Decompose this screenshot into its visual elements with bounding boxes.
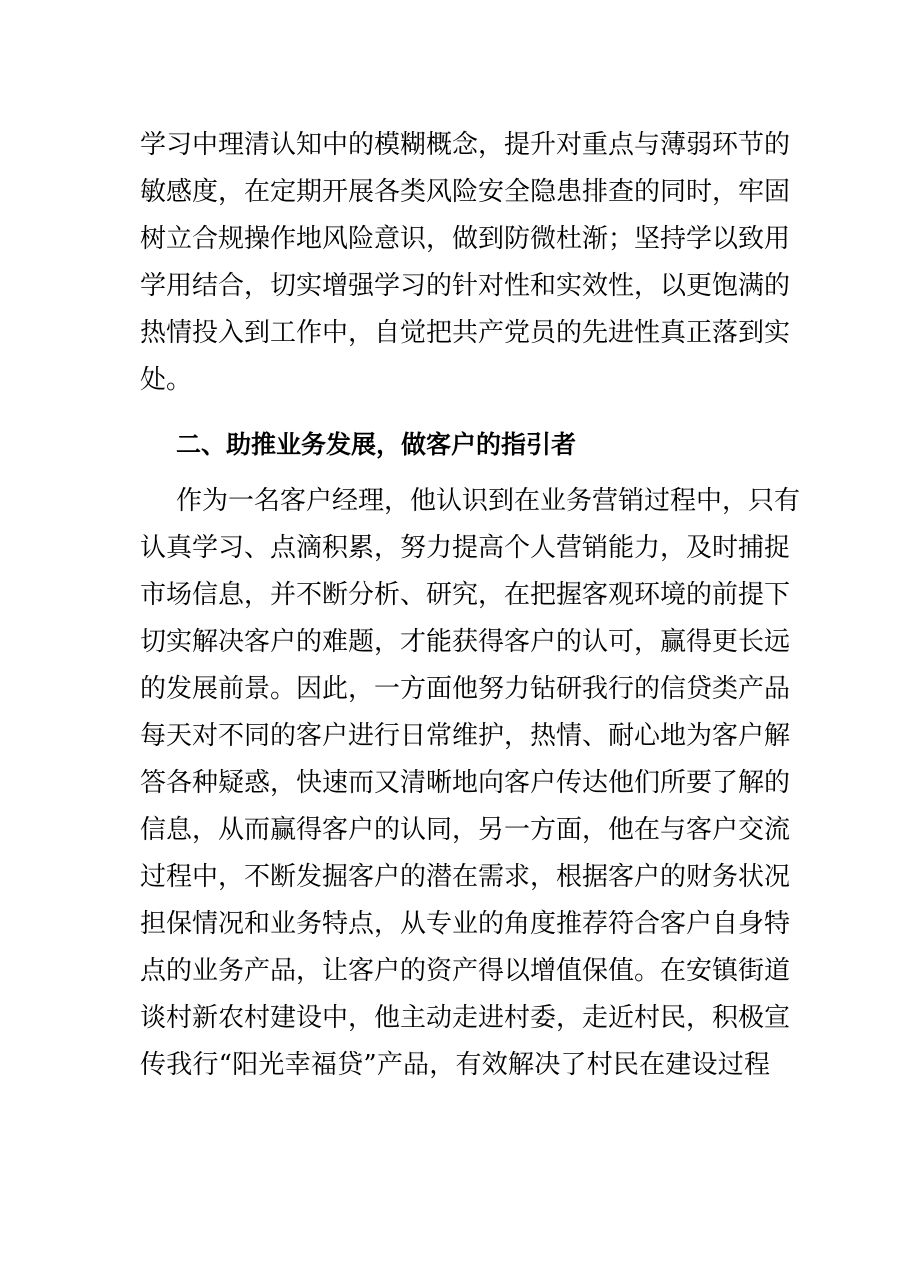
paragraph-2-line: 切实解决客户的难题，才能获得客户的认可，赢得更长远	[140, 627, 791, 657]
paragraph-1-line: 学习中理清认知中的模糊概念，提升对重点与薄弱环节的	[140, 130, 791, 160]
paragraph-2-line: 谈村新农村建设中，他主动走进村委，走近村民，积极宣	[140, 1003, 791, 1033]
paragraph-2-line: 担保情况和业务特点，从专业的角度推荐符合客户自身特	[140, 909, 791, 939]
paragraph-2-line: 过程中，不断发掘客户的潜在需求，根据客户的财务状况	[140, 862, 791, 892]
section-heading: 二、助推业务发展，做客户的指引者	[176, 430, 577, 459]
paragraph-2-line: 作为一名客户经理，他认识到在业务营销过程中，只有	[176, 486, 801, 516]
paragraph-1-line: 处。	[140, 365, 193, 395]
paragraph-1-line: 敏感度，在定期开展各类风险安全隐患排查的同时，牢固	[140, 177, 791, 207]
paragraph-1-line: 热情投入到工作中，自觉把共产党员的先进性真正落到实	[140, 318, 791, 348]
paragraph-2-line: 每天对不同的客户进行日常维护，热情、耐心地为客户解	[140, 721, 791, 751]
paragraph-2-line: 答各种疑惑，快速而又清晰地向客户传达他们所要了解的	[140, 768, 791, 798]
paragraph-2-line: 传我行“阳光幸福贷”产品，有效解决了村民在建设过程	[140, 1050, 770, 1080]
paragraph-2-line: 点的业务产品，让客户的资产得以增值保值。在安镇街道	[140, 956, 791, 986]
paragraph-2-line: 信息，从而赢得客户的认同，另一方面，他在与客户交流	[140, 815, 791, 845]
paragraph-2-line: 认真学习、点滴积累，努力提高个人营销能力，及时捕捉	[140, 533, 791, 563]
paragraph-1-line: 树立合规操作地风险意识，做到防微杜渐；坚持学以致用	[140, 224, 791, 254]
paragraph-2-line: 市场信息，并不断分析、研究，在把握客观环境的前提下	[140, 580, 791, 610]
paragraph-1-line: 学用结合，切实增强学习的针对性和实效性，以更饱满的	[140, 271, 791, 301]
paragraph-2-line: 的发展前景。因此，一方面他努力钻研我行的信贷类产品	[140, 674, 791, 704]
